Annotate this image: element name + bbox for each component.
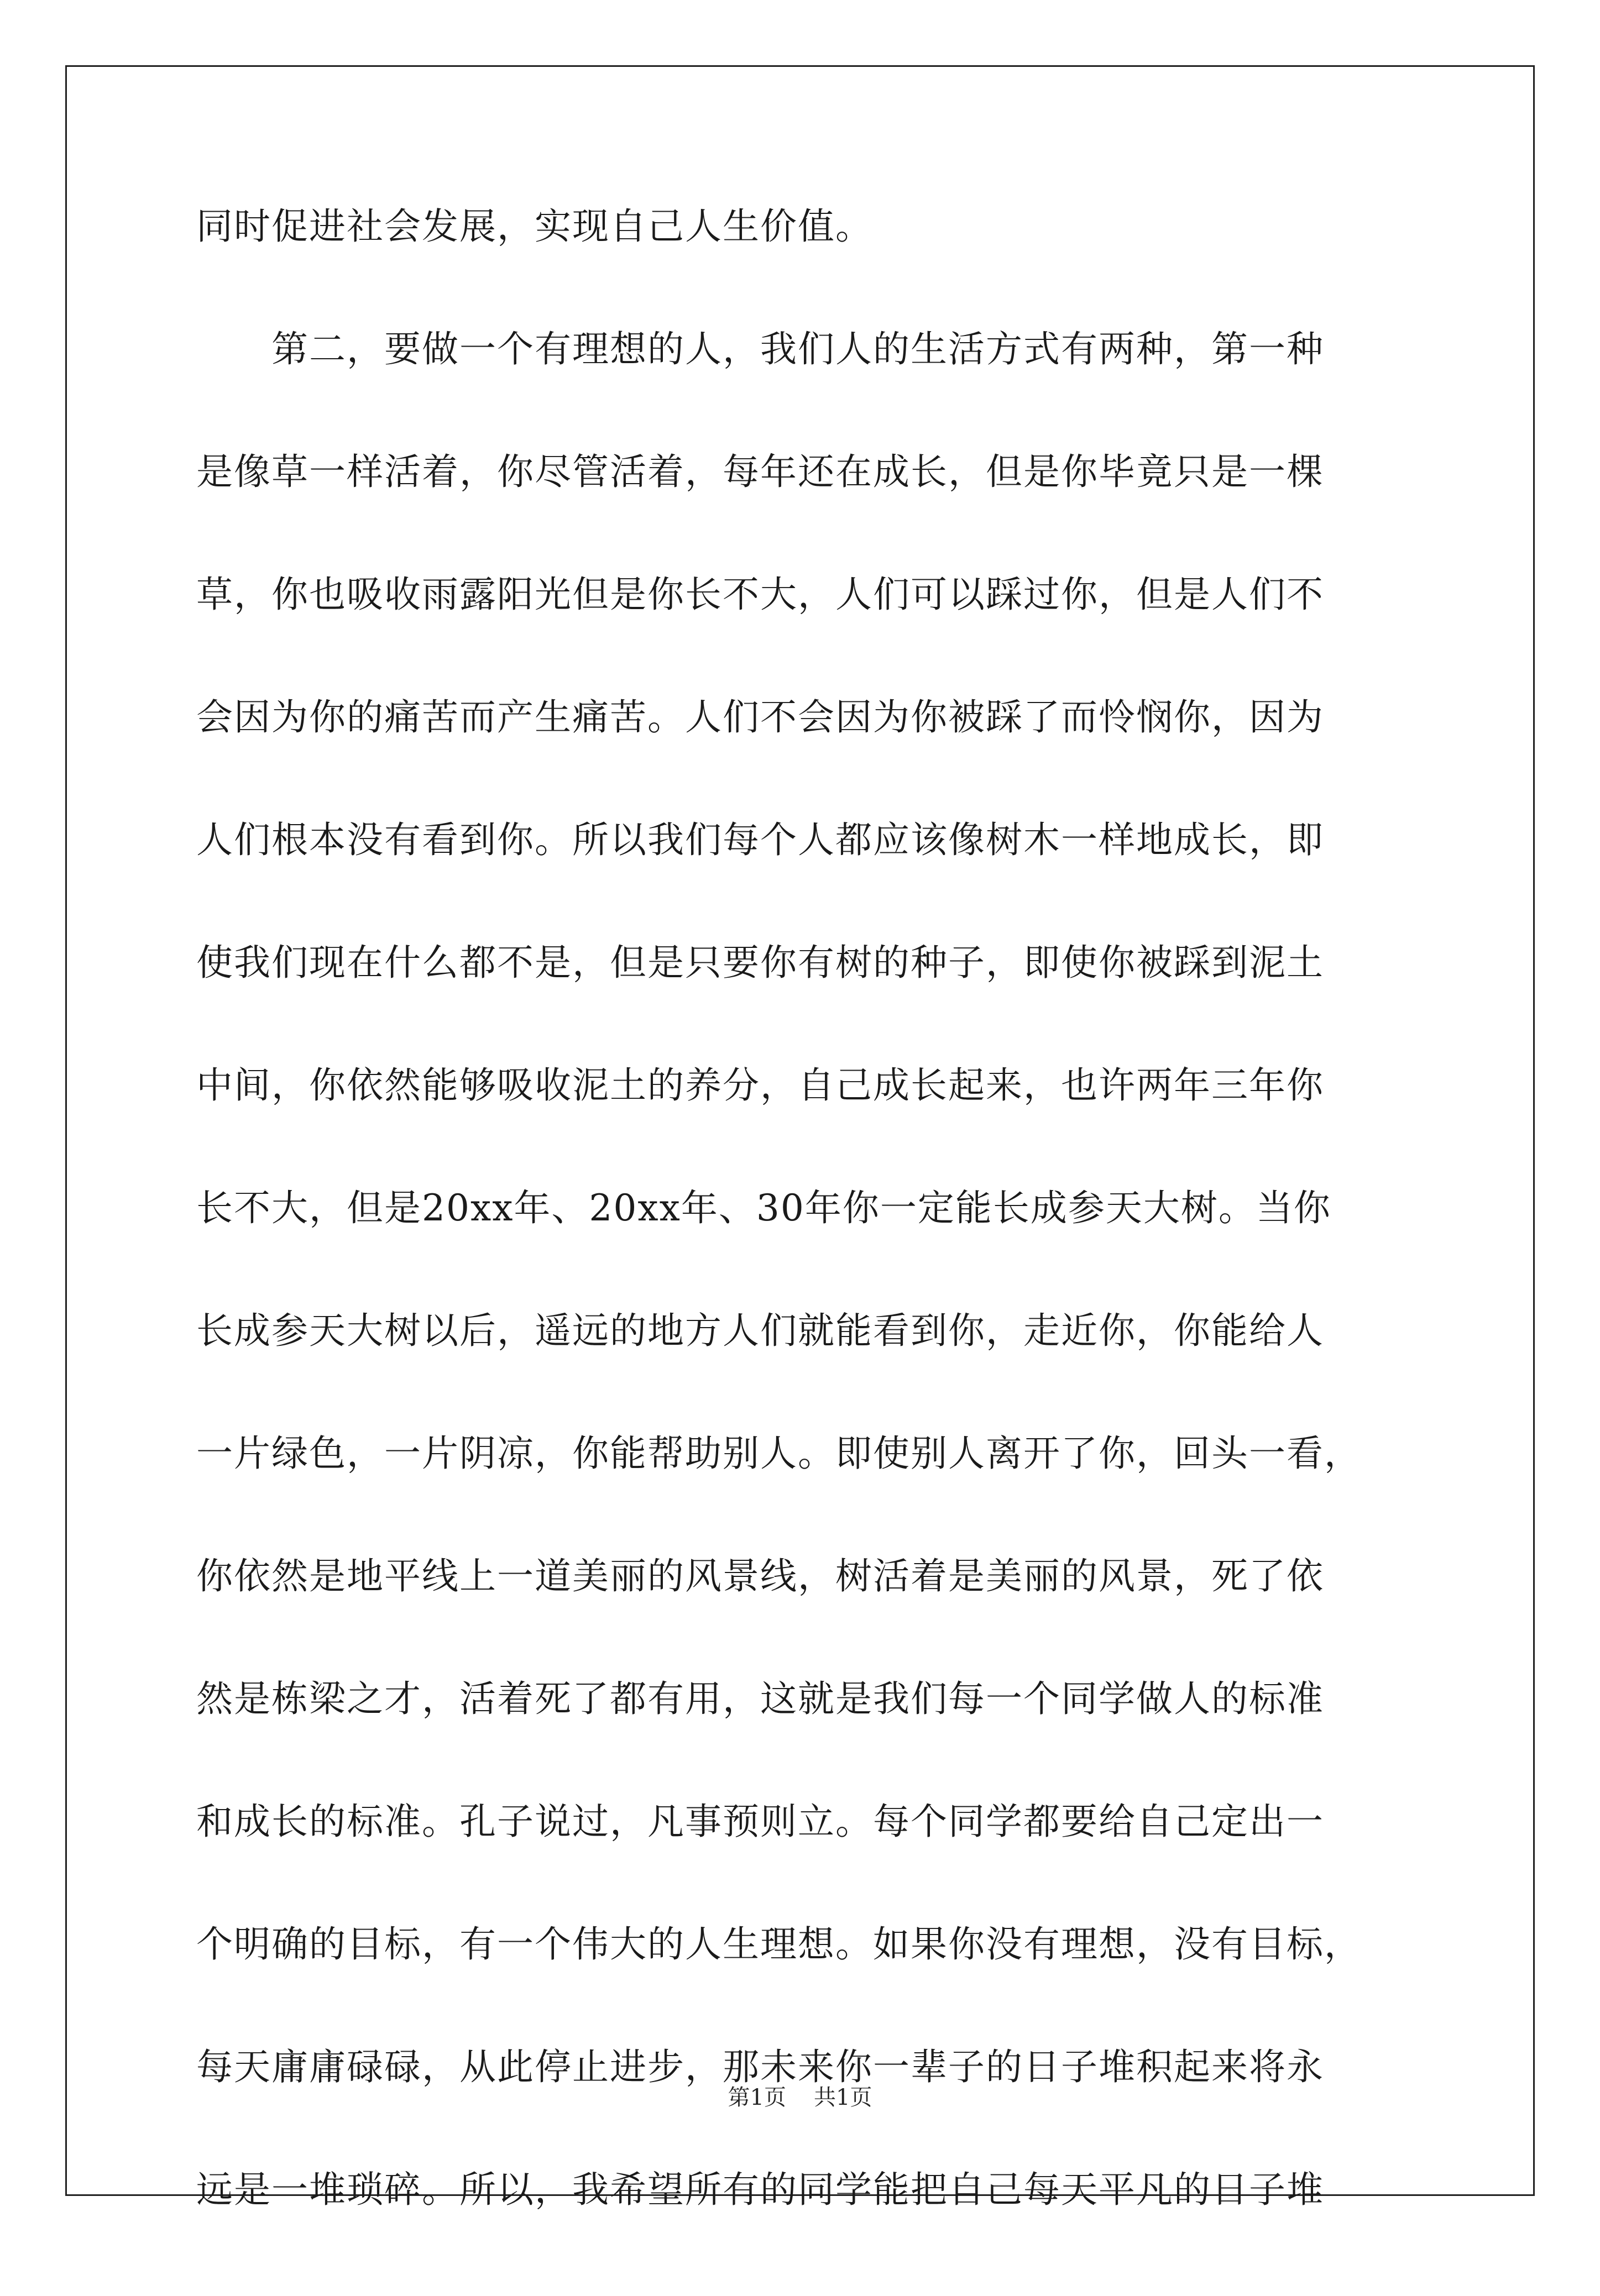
text-line-12: 你依然是地平线上一道美丽的风景线，树活着是美丽的风景，死了依 [196,1555,1324,1597]
text-line-16: 每天庸庸碌碌，从此停止进步，那未来你一辈子的日子堆积起来将永 [196,2046,1324,2088]
page-total-label: 共1页 [814,2085,872,2110]
text-line-15: 个明确的目标，有一个伟大的人生理想。如果你没有理想，没有目标， [196,1923,1362,1965]
text-line-13: 然是栋梁之才，活着死了都有用，这就是我们每一个同学做人的标准 [196,1678,1324,1720]
page-number-label: 第1页 [728,2085,786,2110]
text-line-7: 使我们现在什么都不是，但是只要你有树的种子，即使你被踩到泥土 [196,941,1324,984]
text-line-10: 长成参天大树以后，遥远的地方人们就能看到你，走近你，你能给人 [196,1309,1324,1352]
text-line-14: 和成长的标准。孔子说过，凡事预则立。每个同学都要给自己定出一 [196,1800,1324,1843]
text-line-11: 一片绿色，一片阴凉，你能帮助别人。即使别人离开了你，回头一看， [196,1432,1362,1475]
text-line-1: 同时促进社会发展，实现自己人生价值。 [196,205,873,248]
text-line-4: 草，你也吸收雨露阳光但是你长不大，人们可以踩过你，但是人们不 [196,573,1324,616]
text-line-2: 第二，要做一个有理想的人，我们人的生活方式有两种，第一种 [271,328,1324,370]
text-line-3: 是像草一样活着，你尽管活着，每年还在成长，但是你毕竟只是一棵 [196,450,1324,493]
text-line-5: 会因为你的痛苦而产生痛苦。人们不会因为你被踩了而怜悯你，因为 [196,696,1324,738]
text-line-6: 人们根本没有看到你。所以我们每个人都应该像树木一样地成长，即 [196,819,1324,861]
document-body [196,205,1413,2296]
text-line-9: 长不大，但是20xx年、20xx年、30年你一定能长成参天大树。当你 [196,1187,1331,1229]
text-line-17: 远是一堆琐碎。所以，我希望所有的同学能把自己每天平凡的日子堆 [196,2168,1324,2211]
text-line-8: 中间，你依然能够吸收泥土的养分，自己成长起来，也许两年三年你 [196,1064,1324,1107]
page-footer [0,2084,1600,2111]
